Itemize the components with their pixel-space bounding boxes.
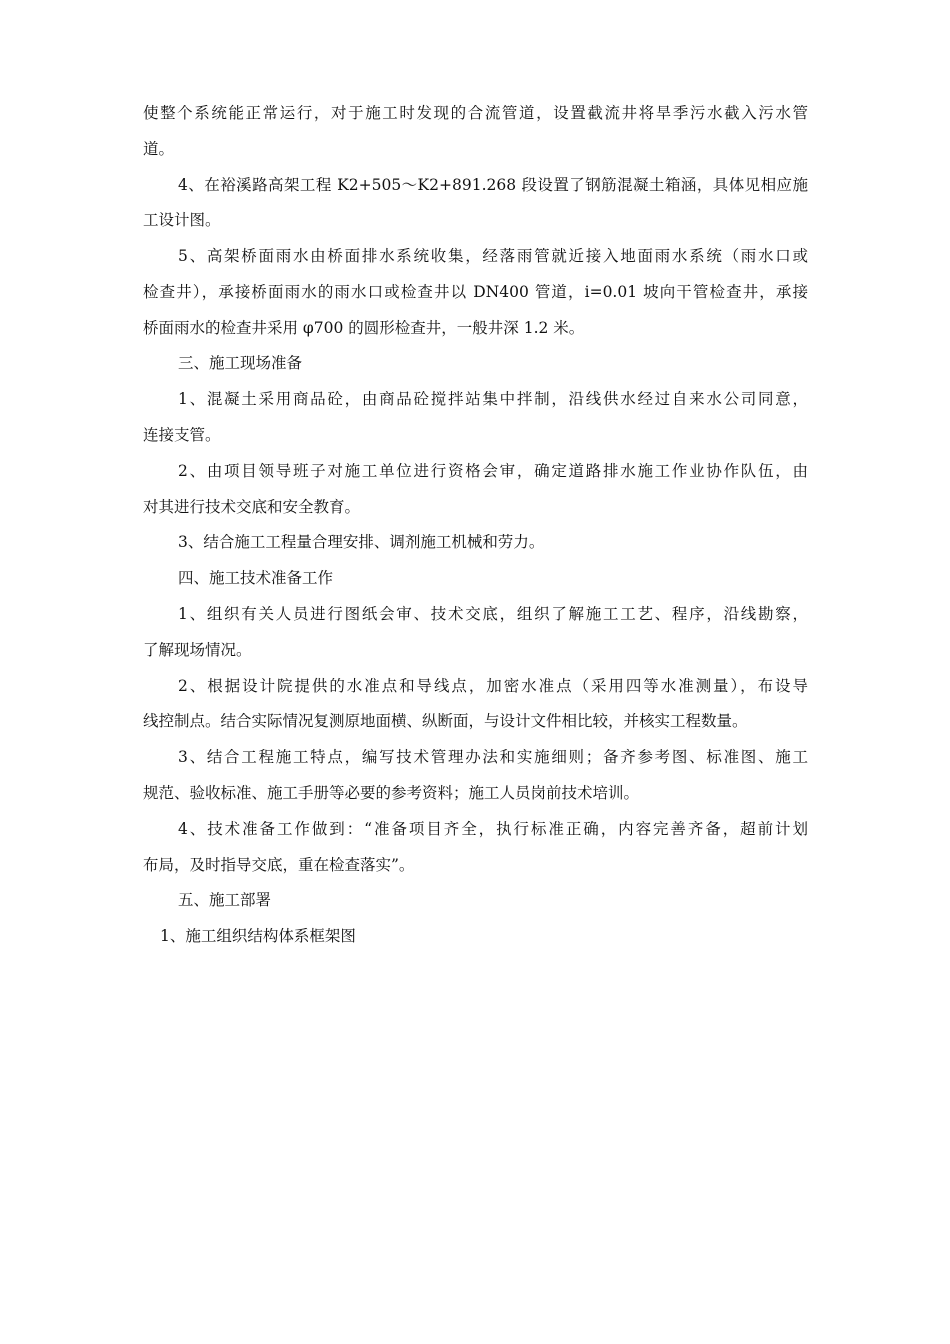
paragraph-line: 布局，及时指导交底，重在检查落实”。 xyxy=(143,856,415,874)
paragraph-line: 连接支管。 xyxy=(143,426,221,444)
section-heading: 四、施工技术准备工作 xyxy=(178,569,334,587)
paragraph-line: 4、技术准备工作做到：“准备项目齐全，执行标准正确，内容完善齐备，超前计划 xyxy=(178,820,808,838)
paragraph-line: 检查井），承接桥面雨水的雨水口或检查井以 DN400 管道，i=0.01 坡向干管检查井，承接 xyxy=(143,283,808,301)
section-heading: 三、施工现场准备 xyxy=(178,354,303,372)
paragraph-line: 道。 xyxy=(143,140,175,158)
paragraph-line: 4、在裕溪路高架工程 K2+505～K2+891.268 段设置了钢筋混凝土箱涵，具体见相应施 xyxy=(178,176,808,194)
paragraph-line: 2、由项目领导班子对施工单位进行资格会审，确定道路排水施工作业协作队伍，由 xyxy=(178,462,808,480)
paragraph-line: 规范、验收标准、施工手册等必要的参考资料；施工人员岗前技术培训。 xyxy=(143,784,640,802)
paragraph-line: 工设计图。 xyxy=(143,211,221,229)
paragraph-line: 2、根据设计院提供的水准点和导线点，加密水准点（采用四等水准测量），布设导 xyxy=(178,677,808,695)
paragraph-line: 3、结合施工工程量合理安排、调剂施工机械和劳力。 xyxy=(178,533,545,551)
paragraph-line: 使整个系统能正常运行，对于施工时发现的合流管道，设置截流井将旱季污水截入污水管 xyxy=(143,104,808,122)
paragraph-line: 对其进行技术交底和安全教育。 xyxy=(143,498,361,516)
paragraph-line: 桥面雨水的检查井采用 φ700 的圆形检查井，一般井深 1.2 米。 xyxy=(143,319,585,337)
paragraph-line: 1、组织有关人员进行图纸会审、技术交底，组织了解施工工艺、程序，沿线勘察， xyxy=(178,605,808,623)
paragraph-line: 5、高架桥面雨水由桥面排水系统收集，经落雨管就近接入地面雨水系统（雨水口或 xyxy=(178,247,808,265)
paragraph-line: 线控制点。结合实际情况复测原地面横、纵断面，与设计文件相比较，并核实工程数量。 xyxy=(143,712,748,730)
section-heading: 五、施工部署 xyxy=(178,891,272,909)
paragraph-line: 3、结合工程施工特点，编写技术管理办法和实施细则；备齐参考图、标准图、施工 xyxy=(178,748,808,766)
paragraph-line: 1、施工组织结构体系框架图 xyxy=(160,927,356,945)
paragraph-line: 1、混凝土采用商品砼，由商品砼搅拌站集中拌制，沿线供水经过自来水公司同意， xyxy=(178,390,808,408)
paragraph-line: 了解现场情况。 xyxy=(143,641,252,659)
